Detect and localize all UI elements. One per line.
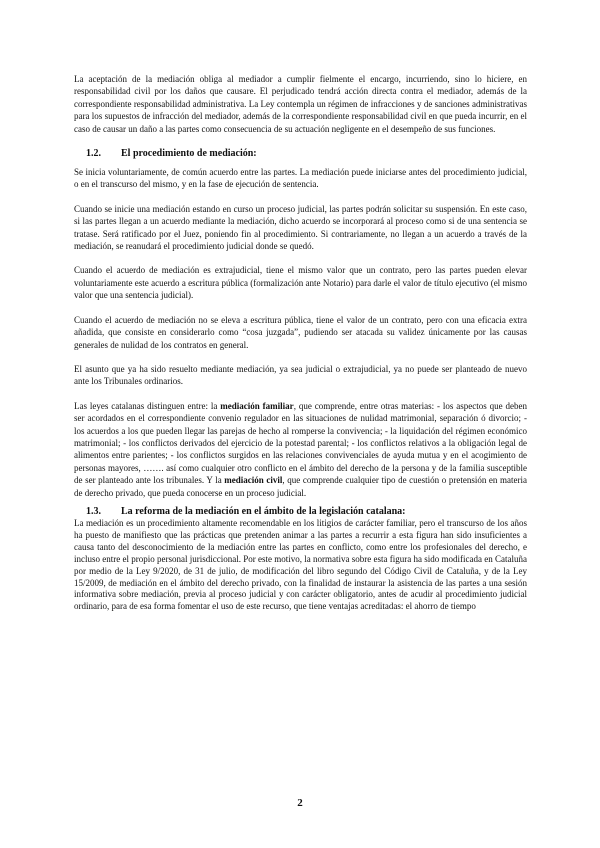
section-number: 1.2.	[86, 148, 101, 160]
page-number: 2	[297, 797, 303, 809]
paragraph-res-judicata: El asunto que ya ha sido resuelto mediante mediación, ya sea judicial o extrajudicial, ya no puede ser planteado de nuevo ante los Tribunales ordinarios.	[74, 363, 527, 387]
term-family-mediation: mediación familiar	[220, 400, 294, 411]
section-title: El procedimiento de mediación:	[121, 148, 257, 160]
paragraph-mediator-liability: La aceptación de la mediación obliga al mediador a cumplir fielmente el encargo, incurriendo, sino lo hiciere, en responsabilidad civil por los daños que causare. El perjudicado tendrá acción directa contra el mediador, además de la correspondiente responsabilidad administrativa. La Ley contempla un régimen de infracciones y de sanciones administrativas para los supuestos de infracción del mediador, además de la correspondiente responsabilidad civil en que pueda incurrir, en el caso de causar un daño a las partes como consecuencia de su actuación negligente en el desempeño de sus funciones.	[74, 74, 527, 134]
section-number: 1.3.	[86, 505, 101, 517]
section-heading-1-2	[74, 147, 527, 160]
paragraph-reform: La mediación es un procedimiento altamente recomendable en los litigios de carácter familiar, pero el transcurso de los años ha puesto de manifiesto que las prácticas que pretenden animar a las partes a recurrir a esta figura han sido insuficientes a causa tanto del desconocimiento de la mediación entre las partes en conflicto, como entre los profesionales del derecho, e incluso entre el propio personal jurisdiccional. Por este motivo, la normativa sobre esta figura ha sido modificada en Cataluña por medio de la Ley 9/2020, de 31 de julio, de modificación del libro segundo del Código Civil de Cataluña, y de la Ley 15/2009, de mediación en el ámbito del derecho privado, con la finalidad de instaurar la asistencia de las partes a una sesión informativa sobre mediación, previa al proceso judicial y con carácter obligatorio, antes de acudir al procedimiento judicial ordinario, para de esa forma fomentar el uso de este recurso, que tiene ventajas acreditadas: el ahorro de tiempo	[74, 517, 527, 612]
text-run: , que comprende, entre otras materias: - los aspectos que deben ser acordados en el correspondiente convenio regulador en las situaciones de nulidad matrimonial, separación ó divorcio; - los acuerdos a los que pueden llegar las parejas de hecho al romperse la convivencia; - la liquidación del régimen económico matrimonial; - los conflictos derivados del ejercicio de la potestad parental; - los conflictos relativos a la obligación legal de alimentos entre parientes; - los conflictos surgidos en las relaciones convivenciales de ayuda mutua y en el acogimiento de personas mayores, ……. así como cualquier otro conflicto en el ámbito del derecho de la persona y de la familia susceptible de ser planteado ante los tribunales. Y la	[74, 400, 528, 486]
paragraph-judicial-suspension: Cuando se inicie una mediación estando en curso un proceso judicial, las partes podrán solicitar su suspensión. En este caso, si las partes llegan a un acuerdo mediante la mediación, dicho acuerdo se incorporará al proceso como si de una sentencia se tratase. Será ratificado por el Juez, poniendo fin al procedimiento. Si contrariamente, no llegan a un acuerdo a través de la mediación, se reanudará el procedimiento judicial donde se quedó.	[74, 203, 527, 252]
paragraph-catalan-laws	[74, 400, 527, 499]
section-title: La reforma de la mediación en el ámbito de la legislación catalana:	[121, 505, 406, 517]
page-body	[74, 73, 527, 613]
paragraph-contract-value: Cuando el acuerdo de mediación no se eleva a escritura pública, tiene el valor de un contrato, pero con una eficacia extra añadida, que consiste en considerarlo como “cosa juzgada”, pudiendo ser atacada su validez únicamente por las causas generales de nulidad de los contratos en general.	[74, 314, 527, 350]
paragraph-initiation: Se inicia voluntariamente, de común acuerdo entre las partes. La mediación puede iniciarse antes del procedimiento judicial, o en el transcurso del mismo, y en la fase de ejecución de sentencia.	[74, 167, 527, 190]
section-heading-1-3	[74, 505, 527, 518]
text-run: , que comprende cualquier tipo de cuestión o pretensión en materia de derecho privado, que pueda conocerse en un proceso judicial.	[74, 475, 527, 498]
term-civil-mediation: mediación civil	[224, 475, 283, 486]
text-run: Las leyes catalanas distinguen entre: la	[74, 400, 221, 411]
paragraph-extrajudicial-agreement: Cuando el acuerdo de mediación es extrajudicial, tiene el mismo valor que un contrato, pero las partes pueden elevar voluntariamente este acuerdo a escritura pública (formalización ante Notario) para darle el valor de título ejecutivo (el mismo valor que una sentencia judicial).	[74, 265, 527, 301]
